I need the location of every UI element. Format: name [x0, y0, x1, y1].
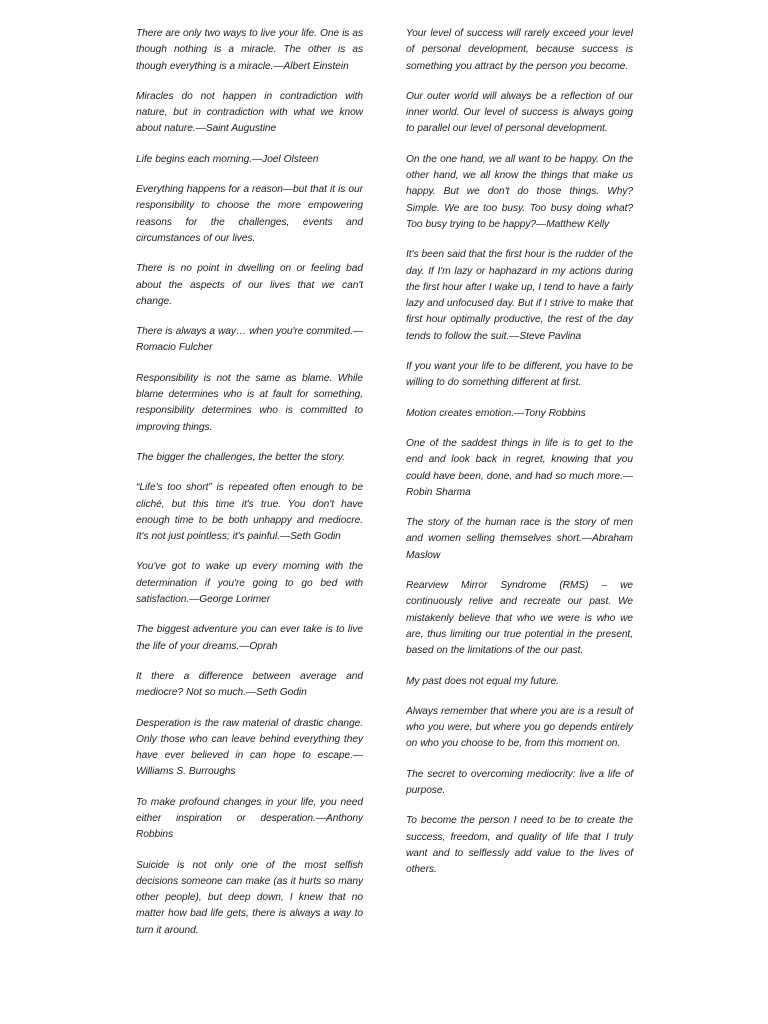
quote-paragraph: Rearview Mirror Syndrome (RMS) – we continuously relive and recreate our past. We mistakenly believe that who we were is who we are, thus limiting our true potential in the present, based on the limitations of the our past.	[406, 580, 633, 657]
quote-paragraph: One of the saddest things in life is to get to the end and look back in regret, knowing that you could have been, done, and had so much more.—Robin Sharma	[406, 437, 633, 498]
quote-paragraph: Suicide is not only one of the most selfish decisions someone can make (as it hurts so many other people), but deep down, I knew that no matter how bad life gets, there is always a way to turn it around.	[136, 859, 363, 936]
quote-paragraph: “Life's too short” is repeated often enough to be cliché, but this time it's true. You don't have enough time to be both unhappy and mediocre. It's not just pointless; it's painful.—Seth Godin	[136, 482, 363, 543]
quote-paragraph: Always remember that where you are is a result of who you were, but where you go depends entirely on who you choose to be, from this moment on.	[406, 705, 633, 750]
quote-paragraph: There is no point in dwelling on or feeling bad about the aspects of our lives that we can't change.	[136, 263, 363, 307]
quote-paragraph: The biggest adventure you can ever take is to live the life of your dreams.—Oprah	[136, 624, 363, 652]
quote-paragraph: Desperation is the raw material of drastic change. Only those who can leave behind everything they have ever believed in can hope to escape.—Williams S. Burroughs	[136, 717, 363, 778]
quote-paragraph: Responsibility is not the same as blame. While blame determines who is at fault for something, responsibility determines who is committed to improving things.	[136, 372, 363, 433]
right-column	[406, 26, 633, 892]
left-column	[136, 26, 363, 953]
quote-paragraph: It there a difference between average and mediocre? Not so much.—Seth Godin	[136, 670, 363, 699]
quote-paragraph: The story of the human race is the story of men and women selling themselves short.—Abraham Maslow	[406, 517, 633, 561]
quote-paragraph: To make profound changes in your life, you need either inspiration or desperation.—Anthony Robbins	[136, 796, 363, 841]
quote-paragraph: On the one hand, we all want to be happy. On the other hand, we all know the things that make us happy. But we don't do those things. Why? Simple. We are too busy. Too busy doing what? Too busy trying to be happy?—Matthew Kelly	[406, 153, 633, 230]
quote-paragraph: Our outer world will always be a reflection of our inner world. Our level of success is always going to parallel our level of personal development.	[406, 90, 633, 135]
quote-paragraph: Life begins each morning.—Joel Olsteen	[136, 153, 319, 165]
quote-paragraph: My past does not equal my future.	[406, 675, 560, 687]
quote-paragraph: Motion creates emotion.—Tony Robbins	[406, 407, 586, 419]
quote-paragraph: The bigger the challenges, the better the story.	[136, 451, 345, 463]
quote-paragraph: You've got to wake up every morning with the determination if you're going to go bed with satisfaction.—George Lorimer	[136, 561, 363, 606]
quote-paragraph: Everything happens for a reason—but that it is our responsibility to choose the more empowering reasons for the challenges, events and circumstances of our lives.	[136, 184, 363, 244]
quote-paragraph: If you want your life to be different, you have to be willing to do something different at first.	[406, 361, 633, 389]
quote-paragraph: The secret to overcoming mediocrity: live a life of purpose.	[406, 768, 633, 796]
quote-paragraph: To become the person I need to be to create the success, freedom, and quality of life that I truly want and to selflessly add value to the lives of others.	[406, 815, 633, 876]
quote-paragraph: There are only two ways to live your life. One is as though nothing is a miracle. The other is as though everything is a miracle.—Albert Einstein	[136, 28, 363, 72]
quote-paragraph: Miracles do not happen in contradiction with nature, but in contradiction with what we know about nature.—Saint Augustine	[136, 90, 363, 135]
quote-paragraph: There is always a way… when you're commited.—Romacio Fulcher	[136, 326, 364, 354]
quote-paragraph: Your level of success will rarely exceed your level of personal development, because success is something you attract by the person you become.	[406, 28, 633, 72]
quote-paragraph: It's been said that the first hour is the rudder of the day. If I'm lazy or haphazard in my actions during the first hour after I wake up, I tend to have a fairly lazy and unfocused day. But if I strive to make that first hour optimally productive, the rest of the day tends to follow the suit.—Steve Pavlina	[406, 249, 633, 342]
